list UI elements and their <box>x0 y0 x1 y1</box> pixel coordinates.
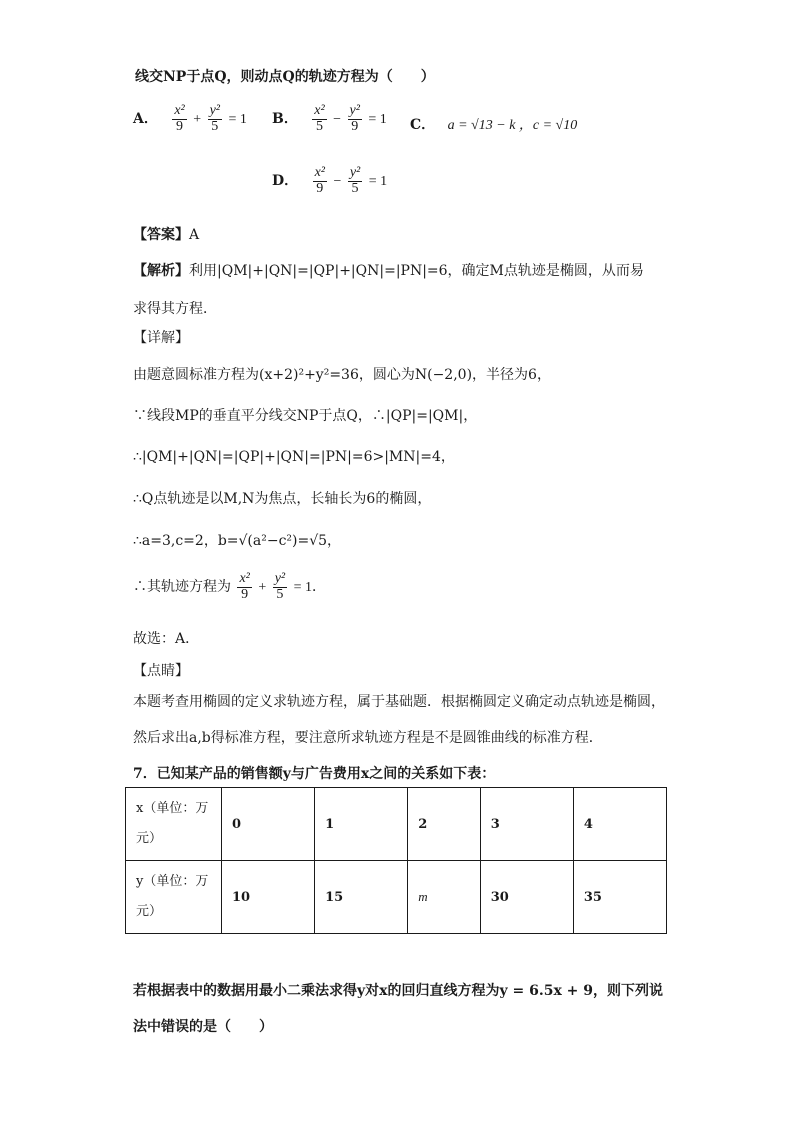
detail-line-5: ∴a=3,c=2，b=√(a²−c²)=√5， <box>133 533 342 549</box>
detail-final-prefix: ∴其轨迹方程为 <box>133 579 231 596</box>
option-b[interactable]: B． $\frac{\text{x²}}{5}$ − $\frac{\text{y²}}{9}$ = 1 <box>272 103 387 134</box>
option-d-frac1: $\frac{\text{x²}}{9}$ <box>314 165 326 196</box>
option-c-text: a = √13 − k ，c = √10 <box>447 118 578 133</box>
table-cell: m <box>408 861 480 934</box>
data-table <box>125 787 667 934</box>
option-a-frac1: $\frac{\text{x²}}{9}$ <box>174 103 185 134</box>
table-row-x <box>126 788 667 861</box>
answer-tag: 【答案】 <box>133 227 189 243</box>
analysis-line <box>133 260 644 280</box>
detail-final-frac2: $\frac{\text{y²}}{5}$ <box>274 571 286 602</box>
option-d[interactable]: D． $\frac{\text{x²}}{9}$ − $\frac{\text{y²}}{5}$ = 1 <box>272 165 388 196</box>
detail-line-2: ∵线段MP的垂直平分线交NP于点Q，∴|QP|=|QM|， <box>133 408 478 424</box>
answer-value: A <box>189 227 200 243</box>
detail-line-1: 由题意圆标准方程为(x+2)²+y²=36，圆心为N(−2,0)，半径为6， <box>133 367 551 383</box>
q7-title: 7．已知某产品的销售额y与广告费用x之间的关系如下表： <box>133 766 496 782</box>
option-c-label: C． <box>410 117 436 133</box>
table-cell: 30 <box>480 861 573 934</box>
comment-line-2: 然后求出a,b得标准方程，要注意所求轨迹方程是不是圆锥曲线的标准方程． <box>133 730 603 746</box>
detail-tag: 【详解】 <box>133 330 189 346</box>
detail-line-4: ∴Q点轨迹是以M,N为焦点，长轴长为6的椭圆， <box>133 491 432 507</box>
table-cell: 3 <box>480 788 573 861</box>
option-d-frac2: $\frac{\text{y²}}{5}$ <box>349 165 361 196</box>
table-header-y: y（单位：万 元） <box>126 861 222 934</box>
detail-line-3: ∴|QM|+|QN|=|QP|+|QN|=|PN|=6>|MN|=4， <box>133 449 455 465</box>
analysis-tag: 【解析】 <box>133 263 189 279</box>
table-cell: 35 <box>573 861 666 934</box>
answer-line <box>133 224 199 244</box>
detail-final: ∴其轨迹方程为 $\frac{\text{x²}}{9}$ + $\frac{\text{y²}}{5}$ = 1． <box>133 571 326 602</box>
table-cell: 0 <box>222 788 315 861</box>
table-row-y <box>126 861 667 934</box>
option-b-frac1: $\frac{\text{x²}}{5}$ <box>314 103 325 134</box>
table-cell: 15 <box>315 861 408 934</box>
table-header-x: x（单位：万 元） <box>126 788 222 861</box>
table-cell: 1 <box>315 788 408 861</box>
table-cell: 10 <box>222 861 315 934</box>
question-intro: 线交NP于点Q，则动点Q的轨迹方程为（ ） <box>135 69 435 85</box>
option-a-frac2: $\frac{\text{y²}}{5}$ <box>209 103 220 134</box>
option-a[interactable]: A． $\frac{\text{x²}}{9}$ + $\frac{\text{y²}}{5}$ = 1 <box>133 103 247 134</box>
table-cell: 4 <box>573 788 666 861</box>
comment-line-1: 本题考查用椭圆的定义求轨迹方程，属于基础题．根据椭圆定义确定动点轨迹是椭圆， <box>133 694 665 710</box>
table-cell: 2 <box>408 788 480 861</box>
q7-follow-2: 法中错误的是（ ） <box>133 1019 273 1035</box>
analysis-text-2: 求得其方程． <box>133 301 217 317</box>
option-a-label: A． <box>133 111 158 128</box>
analysis-text: 利用|QM|+|QN|=|QP|+|QN|=|PN|=6，确定M点轨迹是椭圆，从而易 <box>189 263 644 279</box>
q7-follow-1: 若根据表中的数据用最小二乘法求得y对x的回归直线方程为y = 6.5x + 9，则下列说 <box>133 983 664 999</box>
option-d-label: D． <box>272 173 299 190</box>
choose-text: 故选：A． <box>133 631 200 647</box>
option-b-label: B． <box>272 111 298 128</box>
detail-final-frac1: $\frac{\text{x²}}{9}$ <box>239 571 250 602</box>
option-c[interactable] <box>410 114 577 134</box>
comment-tag: 【点睛】 <box>133 663 189 679</box>
detail-final-suffix: = 1． <box>293 580 326 596</box>
option-b-frac2: $\frac{\text{y²}}{9}$ <box>349 103 360 134</box>
